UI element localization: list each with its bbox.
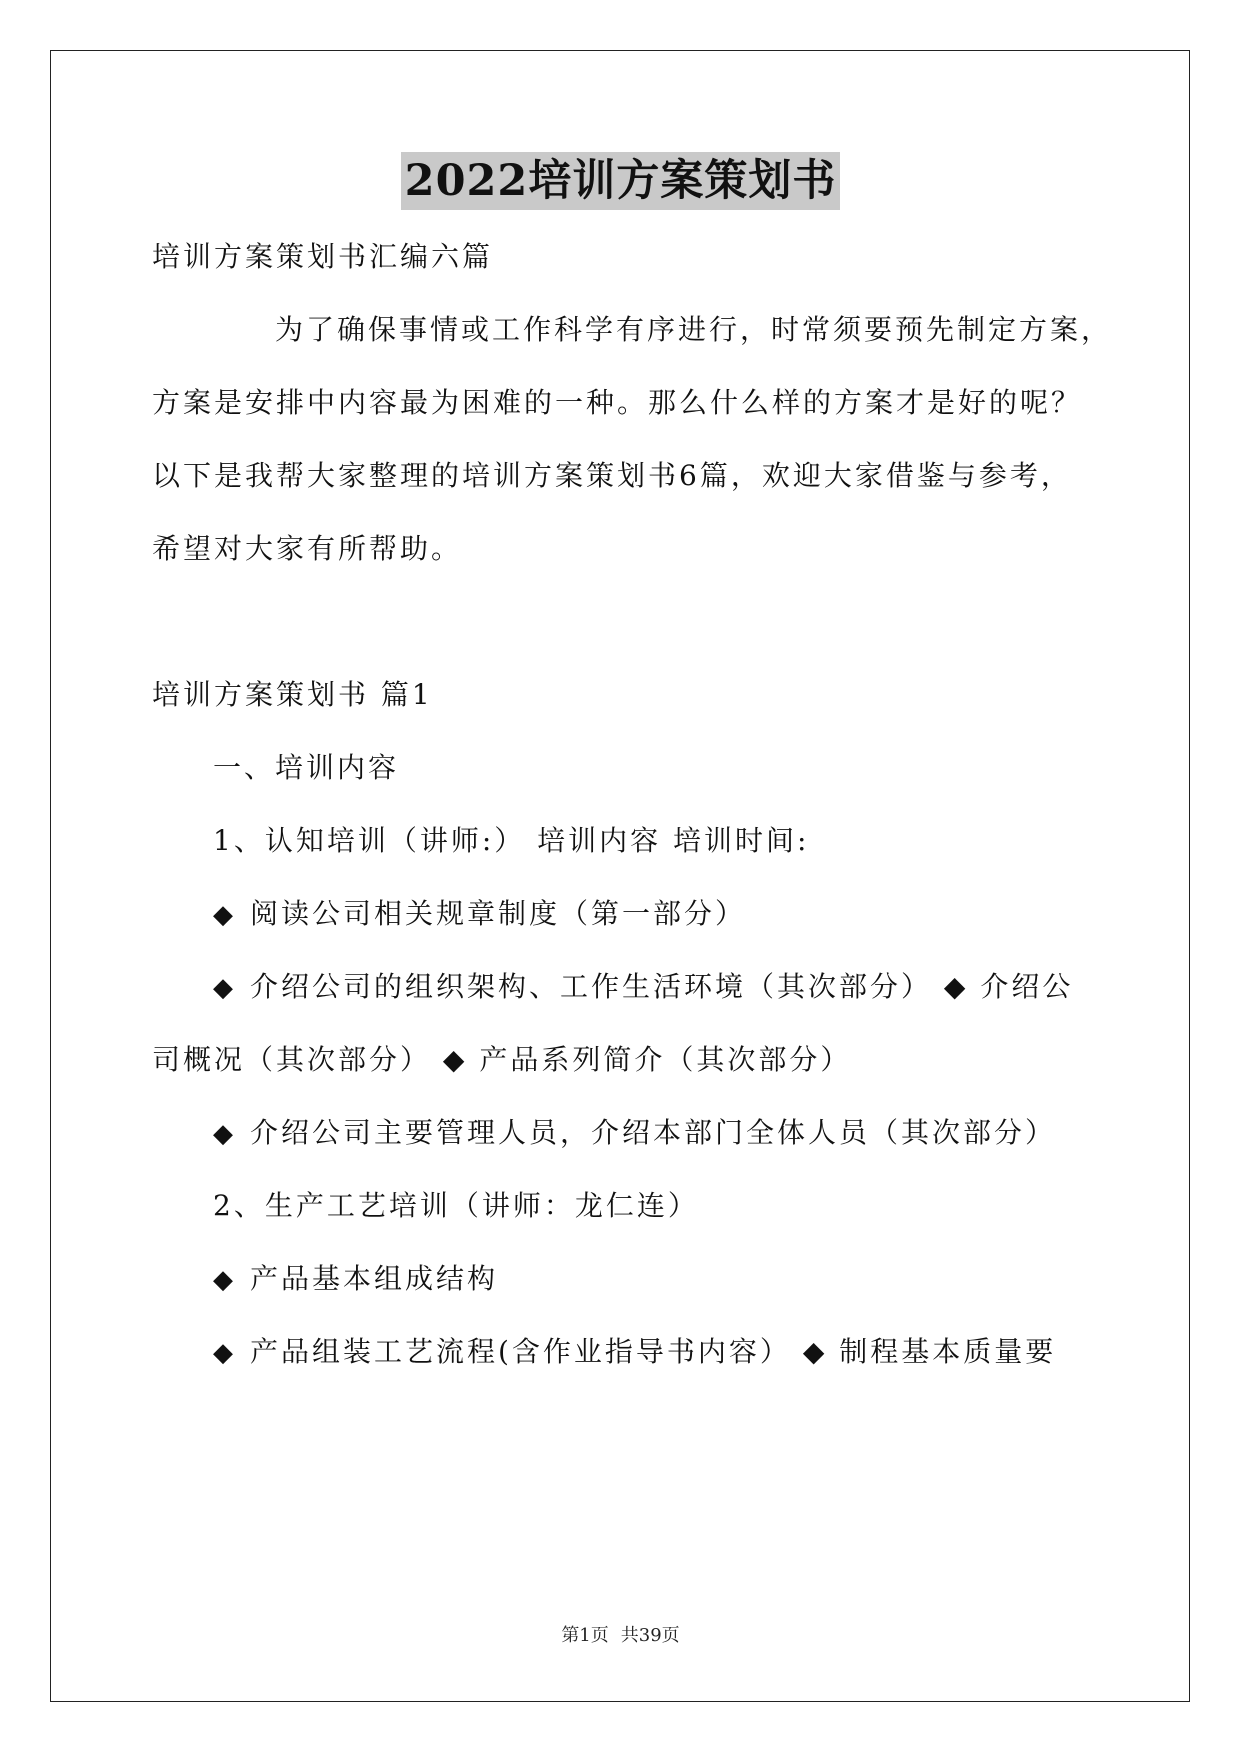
bullet-item bbox=[213, 967, 1073, 1008]
intro-line-4: 希望对大家有所帮助。 bbox=[152, 532, 463, 565]
part-heading: 一、培训内容 bbox=[213, 751, 400, 784]
black-diamond-icon: ◆ bbox=[213, 1265, 236, 1295]
document-subtitle: 培训方案策划书汇编六篇 bbox=[152, 240, 494, 273]
title-container bbox=[0, 152, 1241, 210]
bullet-item bbox=[213, 1113, 1056, 1154]
bullet-item bbox=[213, 1332, 1056, 1373]
bullet-text: 产品组装工艺流程(含作业指导书内容） ◆ 制程基本质量要 bbox=[250, 1335, 1057, 1368]
page-footer bbox=[0, 1624, 1241, 1648]
page-total: 共39页 bbox=[620, 1625, 680, 1646]
bullet-text: 介绍公司主要管理人员，介绍本部门全体人员（其次部分） bbox=[250, 1116, 1057, 1149]
bullet-item bbox=[213, 894, 746, 935]
black-diamond-icon: ◆ bbox=[213, 973, 236, 1003]
intro-line-1: 为了确保事情或工作科学有序进行，时常须要预先制定方案， bbox=[275, 313, 1113, 346]
bullet-text: 产品基本组成结构 bbox=[250, 1262, 499, 1295]
bullet-item bbox=[213, 1259, 498, 1300]
black-diamond-icon: ◆ bbox=[213, 1338, 236, 1368]
item-1-heading: 1、认知培训（讲师:） 培训内容 培训时间: bbox=[213, 824, 810, 857]
section-heading: 培训方案策划书 篇1 bbox=[152, 678, 433, 711]
bullet-continuation: 司概况（其次部分） ◆ 产品系列简介（其次部分） bbox=[152, 1043, 852, 1076]
page-border bbox=[50, 50, 1190, 1702]
bullet-text: 阅读公司相关规章制度（第一部分） bbox=[250, 897, 747, 930]
bullet-text: 介绍公司的组织架构、工作生活环境（其次部分） ◆ 介绍公 bbox=[250, 970, 1074, 1003]
intro-line-2: 方案是安排中内容最为困难的一种。那么什么样的方案才是好的呢？ bbox=[152, 386, 1083, 419]
black-diamond-icon: ◆ bbox=[213, 900, 236, 930]
item-2-heading: 2、生产工艺培训（讲师：龙仁连） bbox=[213, 1189, 699, 1222]
page-number: 第1页 bbox=[561, 1625, 609, 1646]
document-title: 2022培训方案策划书 bbox=[401, 152, 841, 210]
intro-line-3: 以下是我帮大家整理的培训方案策划书6篇，欢迎大家借鉴与参考， bbox=[152, 459, 1072, 492]
black-diamond-icon: ◆ bbox=[213, 1119, 236, 1149]
